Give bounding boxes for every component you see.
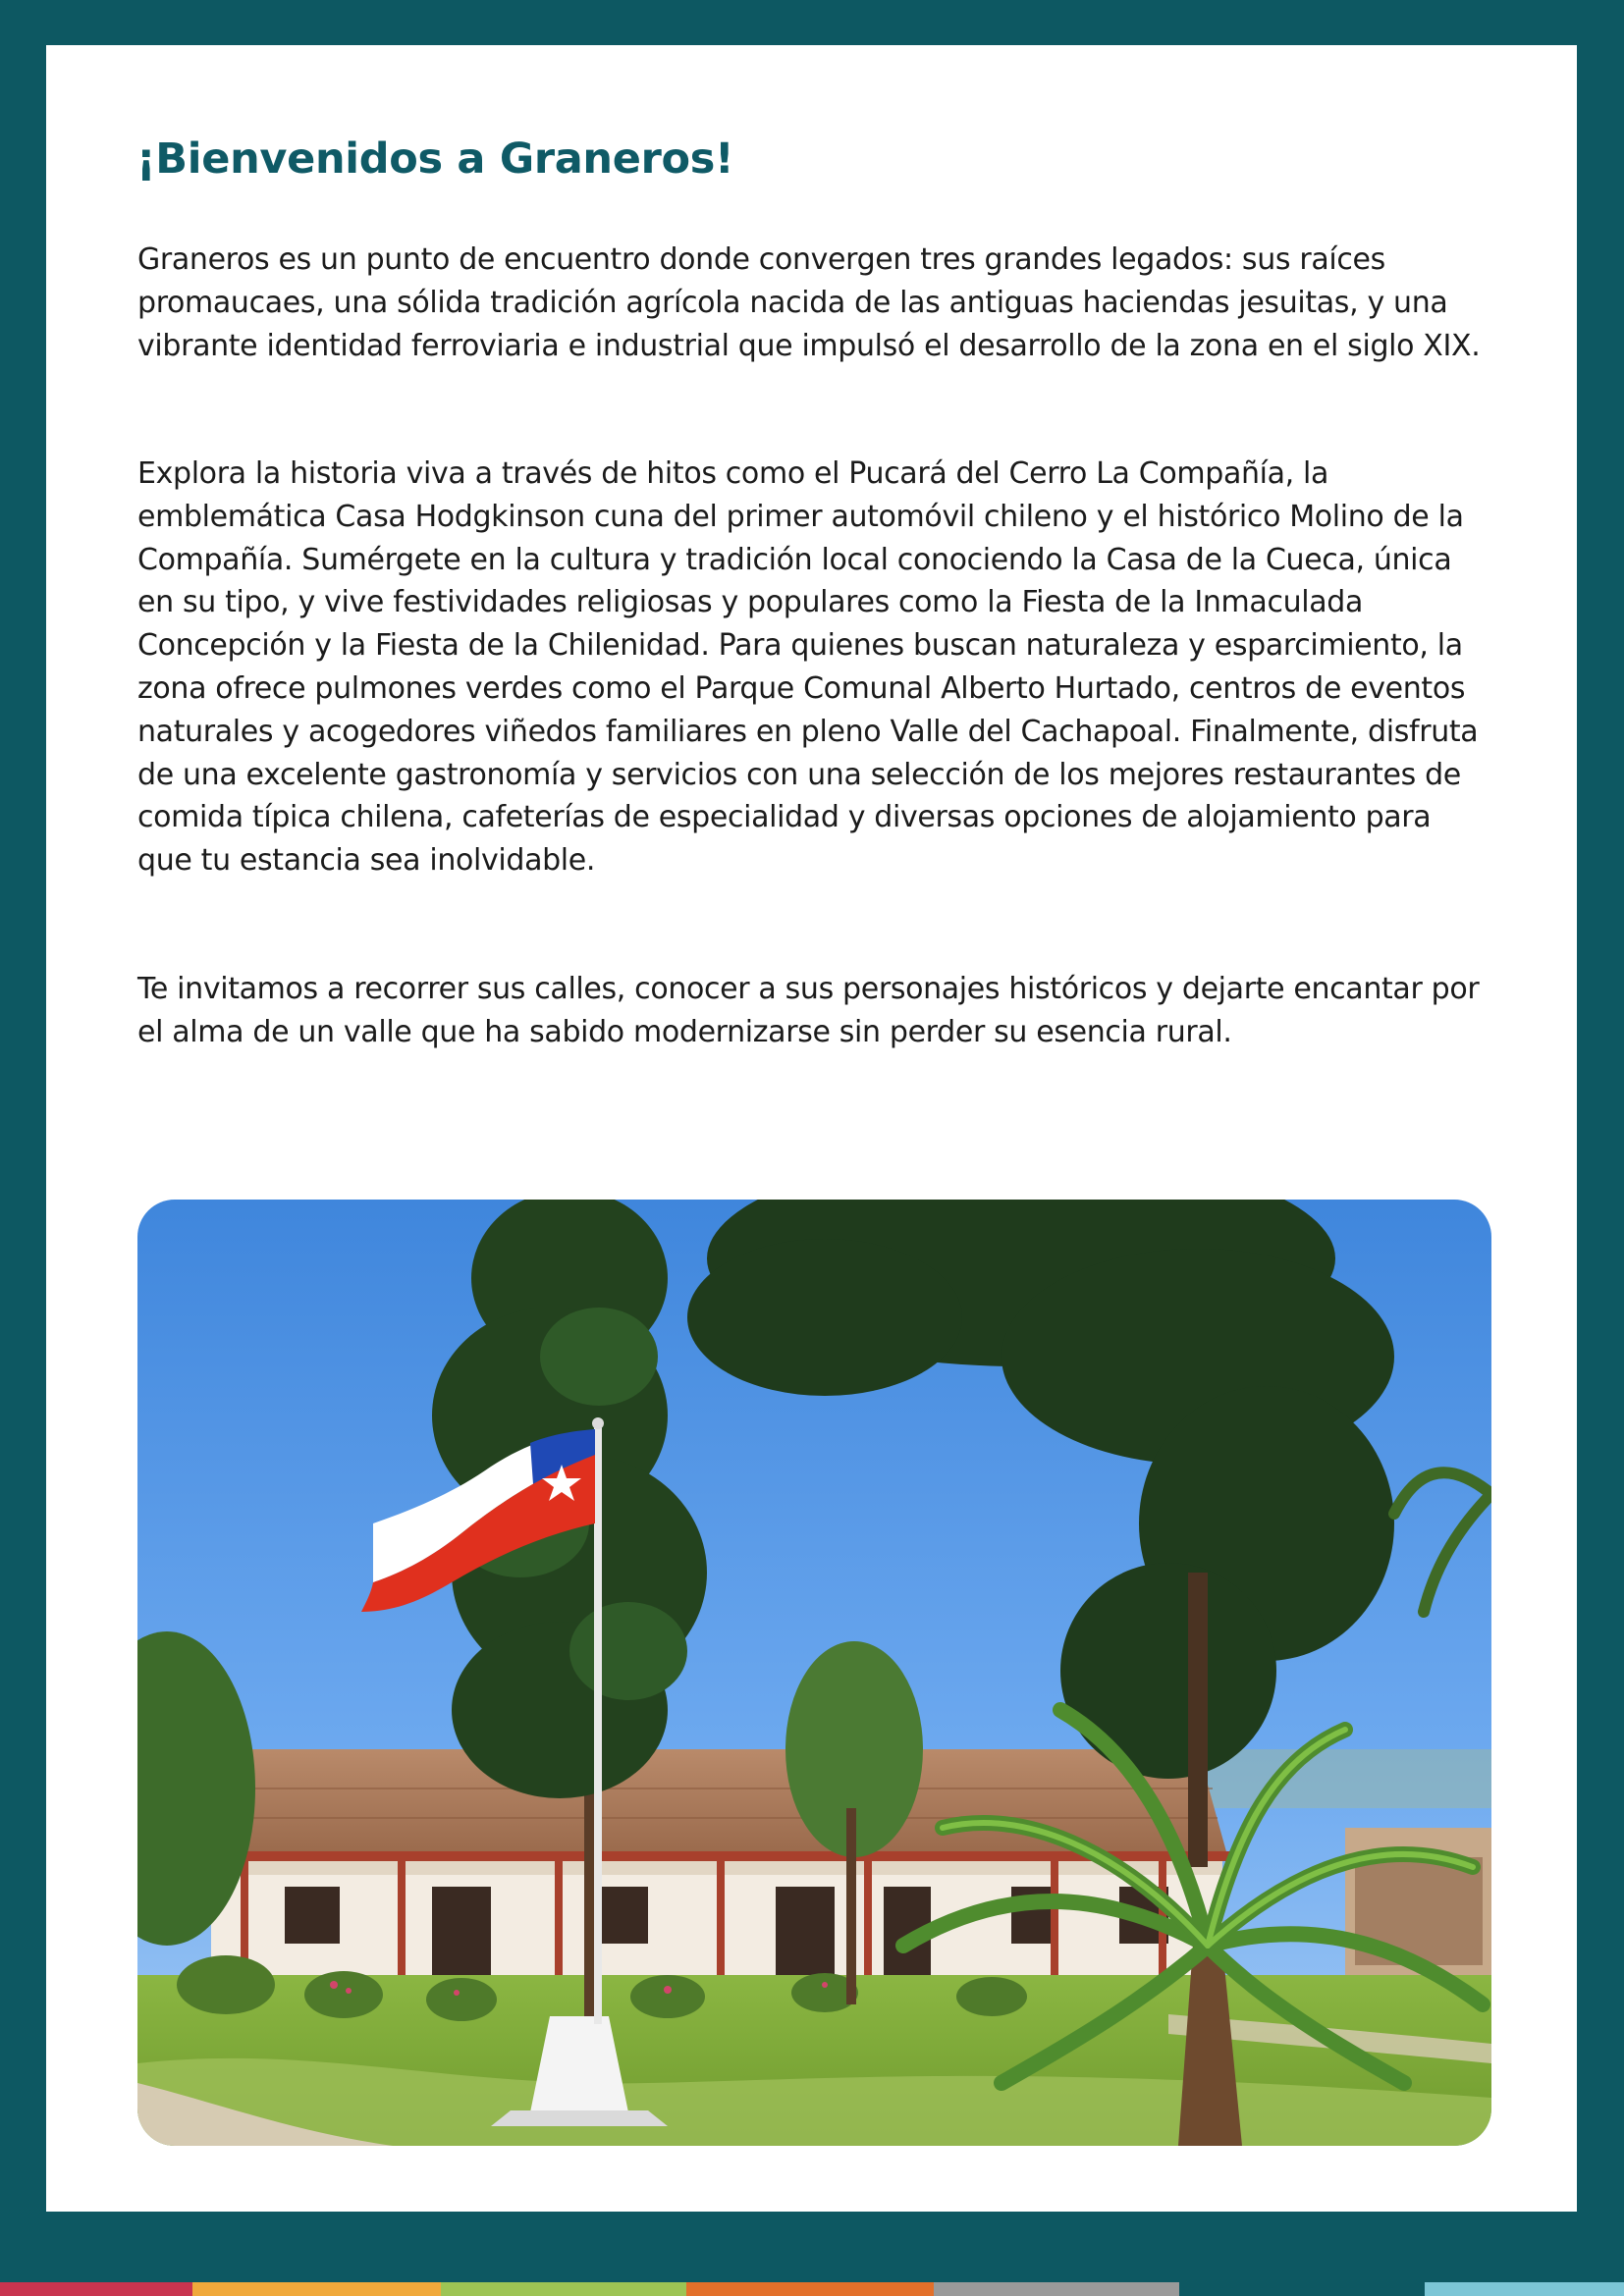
attractions-paragraph: Explora la historia viva a través de hitos como el Pucará del Cerro La Compañía, la emblemática Casa Hodgkinson cuna del primer automóvil chileno y el histórico Molino de la Compañía. Sumérgete en la cultura y tradición local conociendo la Casa de la Cueca, única en su tipo, y vive festividades religiosas y populares como la Fiesta de la Inmaculada Concepción y la Fiesta de la Chilenidad. Para quienes buscan naturaleza y esparcimiento, la zona ofrece pulmones verdes como el Parque Comunal Alberto Hurtado, centros de eventos naturales y acogedores viñedos familiares en pleno Valle del Cachapoal. Finalmente, disfruta de una excelente gastronomía y servicios con una selección de los mejores restaurantes de comida típica chilena, cafeterías de especialidad y diversas opciones de alojamiento para que tu estancia sea inolvidable. [137, 456, 1479, 879]
strip-segment [441, 2282, 686, 2296]
intro-paragraph: Graneros es un punto de encuentro donde convergen tres grandes legados: sus raíces promaucaes, una sólida tradición agrícola nacida de las antiguas haciendas jesuitas, y una vibrante identidad ferroviaria e industrial que impulsó el desarrollo de la zona en el siglo XIX. [137, 242, 1481, 363]
strip-segment [1425, 2282, 1624, 2296]
hacienda-flag-photo [137, 1200, 1491, 2146]
strip-segment [0, 2282, 192, 2296]
strip-segment [934, 2282, 1179, 2296]
color-strip [0, 2282, 1624, 2296]
flagpole [594, 1425, 602, 2024]
invitation-paragraph: Te invitamos a recorrer sus calles, conocer a sus personajes históricos y dejarte encantar por el alma de un valle que ha sabido modernizarse sin perder su esencia rural. [137, 972, 1480, 1049]
strip-segment [686, 2282, 934, 2296]
page-title: ¡Bienvenidos a Graneros! [136, 134, 734, 184]
strip-segment [192, 2282, 441, 2296]
strip-segment [1179, 2282, 1425, 2296]
